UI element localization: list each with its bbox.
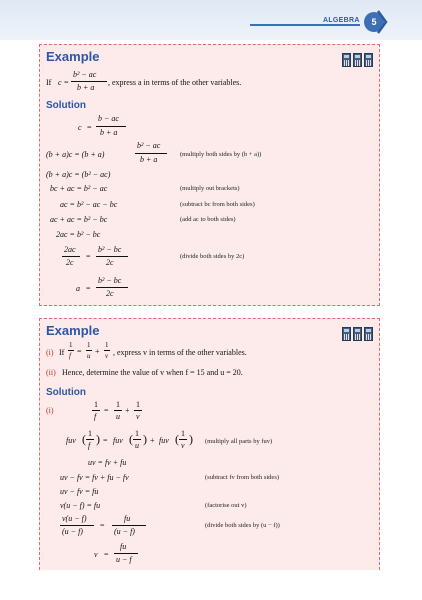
- part-text-prefix: If: [59, 348, 65, 357]
- eq-den: f: [94, 412, 97, 421]
- part-text: Hence, determine the value of v when f = 15 and u = 20.: [62, 368, 243, 377]
- eq-num: 1: [136, 400, 140, 409]
- step-den: 2c: [106, 258, 114, 267]
- eq-sign: =: [77, 347, 82, 356]
- next-page-chevron-icon[interactable]: [376, 9, 388, 35]
- step-num: fu: [124, 514, 131, 523]
- step-note: (factorise out v): [205, 502, 247, 509]
- eq-plus: +: [150, 436, 155, 445]
- fraction-bar: [104, 350, 110, 351]
- step-num: b² − bc: [98, 276, 122, 285]
- problem-lhs: c =: [58, 78, 69, 87]
- step-den: b + a: [140, 155, 158, 164]
- step-note: (multiply out brackets): [180, 185, 240, 192]
- eq-den: f: [88, 441, 91, 450]
- part-label: (ii): [46, 368, 56, 377]
- eq-num: 1: [116, 400, 120, 409]
- eq-num: 1: [181, 429, 185, 438]
- part-text-suffix: , express v in terms of the other variables.: [113, 348, 247, 357]
- step-lhs: a: [76, 284, 80, 293]
- eq-den: u: [135, 441, 139, 450]
- paren-open: (: [175, 432, 179, 446]
- header-rule: [250, 24, 360, 26]
- section-label: ALGEBRA: [323, 17, 360, 24]
- step-note: (subtract bc from both sides): [180, 201, 255, 208]
- fraction-bar: [114, 410, 122, 411]
- step-den: 2c: [66, 258, 74, 267]
- eq-sign: =: [103, 436, 108, 445]
- fraction-bar: [62, 256, 80, 257]
- calculator-icon: [364, 53, 373, 67]
- step-num: 2ac: [64, 245, 76, 254]
- step-den: b + a: [100, 128, 118, 137]
- step-expr: (b + a)c = (b² − ac): [46, 170, 111, 179]
- eq-den: v: [136, 412, 140, 421]
- eq-den: v: [105, 352, 109, 360]
- calculator-icon: [353, 53, 362, 67]
- problem-suffix: , express a in terms of the other variables.: [108, 78, 242, 87]
- fraction-bar: [135, 153, 167, 154]
- step-expr: fuv: [66, 436, 76, 445]
- example-title: Example: [46, 323, 100, 338]
- step-num: b − ac: [98, 114, 119, 123]
- step-expr: uv − fv = fv + fu − fv: [60, 473, 129, 482]
- fraction-bar: [96, 126, 126, 127]
- fraction-bar: [134, 410, 142, 411]
- fraction-bar: [96, 256, 128, 257]
- paren-close: ): [96, 432, 100, 446]
- step-lhs: v: [94, 550, 98, 559]
- calculator-icon: [364, 327, 373, 341]
- fraction-bar: [71, 81, 107, 82]
- step-eq: =: [86, 284, 91, 293]
- fraction-bar: [92, 410, 100, 411]
- fraction-bar: [86, 350, 92, 351]
- paren-open: (: [129, 432, 133, 446]
- step-expr: bc + ac = b² − ac: [50, 184, 108, 193]
- fraction-bar: [112, 525, 146, 526]
- eq-plus: +: [95, 347, 100, 356]
- solution-label: Solution: [46, 100, 86, 111]
- part-label: (i): [46, 348, 54, 357]
- eq-num: 1: [94, 400, 98, 409]
- example-box-1: [39, 44, 380, 306]
- step-num: b² − bc: [98, 245, 122, 254]
- step-den: (u − f): [62, 527, 83, 536]
- example-title: Example: [46, 49, 100, 64]
- step-note: (divide both sides by 2c): [180, 253, 245, 260]
- step-note: (divide both sides by (u − f)): [205, 522, 280, 529]
- calculator-icon: [353, 327, 362, 341]
- calculator-icons: [342, 327, 373, 341]
- step-note: (multiply both sides by (b + a)): [180, 151, 262, 158]
- page-number: 5: [371, 17, 377, 27]
- step-expr: uv = fv + fu: [88, 458, 127, 467]
- fraction-bar: [114, 553, 138, 554]
- step-expr: (b + a)c = (b + a): [46, 150, 105, 159]
- eq-num: 1: [135, 429, 139, 438]
- step-note: (add ac to both sides): [180, 216, 236, 223]
- fraction-bar: [68, 350, 74, 351]
- step-expr: fuv: [113, 436, 123, 445]
- step-eq: =: [100, 521, 105, 530]
- eq-den: u: [87, 352, 91, 360]
- step-eq: =: [87, 123, 92, 132]
- step-eq: =: [86, 252, 91, 261]
- solution-label: Solution: [46, 387, 86, 398]
- step-num: b² − ac: [137, 141, 161, 150]
- step-den: u − f: [116, 555, 132, 564]
- step-note: (multiply all parts by fuv): [205, 438, 273, 445]
- problem-den: b + a: [77, 83, 95, 92]
- eq-den: u: [116, 412, 120, 421]
- step-lhs: c: [78, 123, 82, 132]
- step-expr: ac = b² − ac − bc: [60, 200, 118, 209]
- paren-close: ): [189, 432, 193, 446]
- step-den: (u − f): [114, 527, 135, 536]
- step-num: fu: [120, 542, 127, 551]
- problem-prefix: If: [46, 78, 52, 87]
- calculator-icon: [342, 327, 351, 341]
- eq-num: 1: [105, 341, 109, 349]
- fraction-bar: [60, 525, 94, 526]
- paren-open: (: [82, 432, 86, 446]
- fraction-bar: [86, 439, 94, 440]
- step-num: v(u − f): [62, 514, 87, 523]
- fraction-bar: [179, 439, 187, 440]
- calculator-icon: [342, 53, 351, 67]
- step-expr: v(u − f) = fu: [60, 501, 101, 510]
- step-expr: uv − fv = fu: [60, 487, 99, 496]
- step-eq: =: [104, 550, 109, 559]
- step-expr: fuv: [159, 436, 169, 445]
- eq-den: v: [181, 441, 185, 450]
- step-note: (subtract fv from both sides): [205, 474, 280, 481]
- calculator-icons: [342, 53, 373, 67]
- step-expr: 2ac = b² − bc: [56, 230, 101, 239]
- step-den: 2c: [106, 289, 114, 298]
- eq-plus: +: [125, 406, 130, 415]
- eq-num: 1: [87, 341, 91, 349]
- fraction-bar: [96, 287, 128, 288]
- paren-close: ): [143, 432, 147, 446]
- eq-sign: =: [104, 406, 109, 415]
- problem-num: b² − ac: [73, 70, 97, 79]
- part-label: (i): [46, 406, 54, 415]
- eq-den: f: [69, 352, 71, 360]
- eq-num: 1: [88, 429, 92, 438]
- fraction-bar: [133, 439, 141, 440]
- example-box-2: [39, 318, 380, 570]
- step-expr: ac + ac = b² − bc: [50, 215, 108, 224]
- eq-num: 1: [69, 341, 73, 349]
